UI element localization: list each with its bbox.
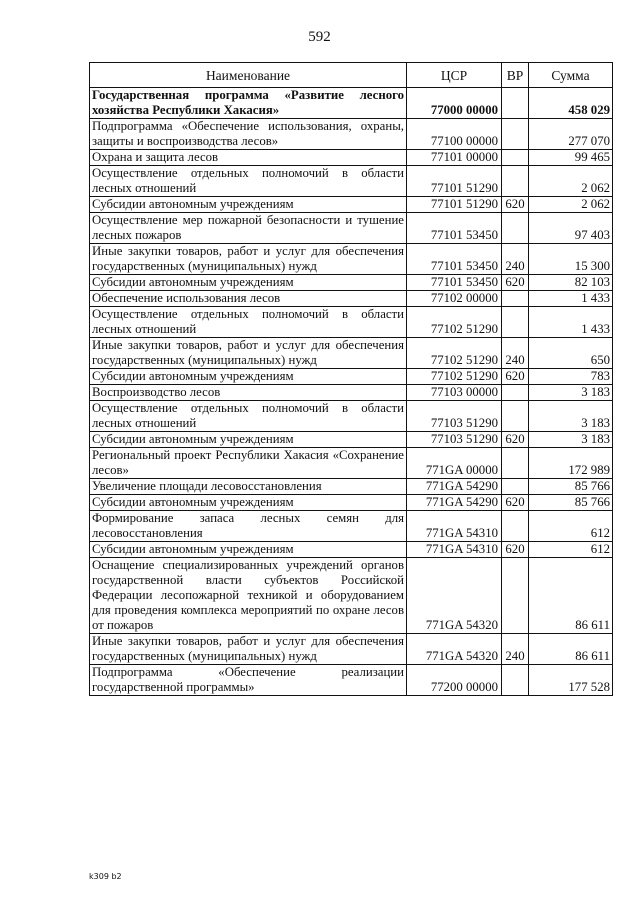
table-row (90, 665, 613, 696)
row-name: Иные закупки товаров, работ и услуг для обеспечения государственных (муниципальных) нужд (90, 634, 407, 665)
row-sum: 650 (529, 338, 613, 369)
row-name: Осуществление отдельных полномочий в области лесных отношений (90, 307, 407, 338)
row-name: Формирование запаса лесных семян для лесовосстановления (90, 511, 407, 542)
row-csr: 771GA 54320 (407, 634, 502, 665)
row-csr: 77102 51290 (407, 338, 502, 369)
row-csr: 77103 00000 (407, 385, 502, 401)
row-vr: 240 (502, 244, 529, 275)
table-row (90, 432, 613, 448)
footer-code: k309 b2 (89, 872, 122, 881)
row-sum: 277 070 (529, 119, 613, 150)
row-csr: 771GA 54290 (407, 479, 502, 495)
row-csr: 771GA 00000 (407, 448, 502, 479)
row-vr (502, 385, 529, 401)
row-name: Иные закупки товаров, работ и услуг для обеспечения государственных (муниципальных) нужд (90, 338, 407, 369)
table-row (90, 150, 613, 166)
row-vr (502, 291, 529, 307)
table-row (90, 291, 613, 307)
row-name: Субсидии автономным учреждениям (90, 495, 407, 511)
budget-table (89, 62, 613, 696)
table-row (90, 275, 613, 291)
header-csr: ЦСР (407, 63, 502, 88)
row-name: Субсидии автономным учреждениям (90, 275, 407, 291)
table-row (90, 307, 613, 338)
table-header-row (90, 63, 613, 88)
row-vr (502, 401, 529, 432)
row-vr (502, 150, 529, 166)
row-csr: 77200 00000 (407, 665, 502, 696)
row-sum: 85 766 (529, 495, 613, 511)
row-csr: 77101 00000 (407, 150, 502, 166)
row-csr: 771GA 54310 (407, 511, 502, 542)
table-row (90, 213, 613, 244)
row-csr: 77101 53450 (407, 275, 502, 291)
row-name: Субсидии автономным учреждениям (90, 197, 407, 213)
row-csr: 77100 00000 (407, 119, 502, 150)
table-row (90, 479, 613, 495)
row-name: Обеспечение использования лесов (90, 291, 407, 307)
table-row (90, 511, 613, 542)
row-name: Осуществление отдельных полномочий в области лесных отношений (90, 401, 407, 432)
row-name: Охрана и защита лесов (90, 150, 407, 166)
table-row (90, 401, 613, 432)
row-name: Государственная программа «Развитие лесного хозяйства Республики Хакасия» (90, 88, 407, 119)
row-name: Иные закупки товаров, работ и услуг для обеспечения государственных (муниципальных) нужд (90, 244, 407, 275)
table-row (90, 197, 613, 213)
table-row (90, 634, 613, 665)
row-csr: 77000 00000 (407, 88, 502, 119)
row-sum: 2 062 (529, 166, 613, 197)
row-sum: 458 029 (529, 88, 613, 119)
row-csr: 77101 53450 (407, 244, 502, 275)
row-vr (502, 213, 529, 244)
row-name: Осуществление мер пожарной безопасности и тушение лесных пожаров (90, 213, 407, 244)
table-row (90, 369, 613, 385)
row-name: Осуществление отдельных полномочий в области лесных отношений (90, 166, 407, 197)
row-sum: 99 465 (529, 150, 613, 166)
header-sum: Сумма (529, 63, 613, 88)
row-csr: 77101 51290 (407, 166, 502, 197)
row-sum: 3 183 (529, 385, 613, 401)
row-sum: 172 989 (529, 448, 613, 479)
row-csr: 77102 51290 (407, 307, 502, 338)
row-vr (502, 558, 529, 634)
row-sum: 15 300 (529, 244, 613, 275)
table-row (90, 542, 613, 558)
row-vr: 620 (502, 369, 529, 385)
table-row (90, 88, 613, 119)
row-name: Оснащение специализированных учреждений органов государственной власти субъектов Российской Федерации лесопожарной техникой и оборудованием для проведения комплекса мероприятий по охране лесов от пожаров (90, 558, 407, 634)
row-name: Воспроизводство лесов (90, 385, 407, 401)
row-sum: 612 (529, 542, 613, 558)
row-name: Увеличение площади лесовосстановления (90, 479, 407, 495)
row-csr: 77102 00000 (407, 291, 502, 307)
row-sum: 1 433 (529, 291, 613, 307)
header-name: Наименование (90, 63, 407, 88)
row-vr (502, 307, 529, 338)
row-sum: 177 528 (529, 665, 613, 696)
row-sum: 86 611 (529, 558, 613, 634)
table-row (90, 338, 613, 369)
table-row (90, 448, 613, 479)
row-csr: 77102 51290 (407, 369, 502, 385)
row-csr: 771GA 54310 (407, 542, 502, 558)
row-name: Региональный проект Республики Хакасия «Сохранение лесов» (90, 448, 407, 479)
row-vr: 620 (502, 542, 529, 558)
row-sum: 3 183 (529, 401, 613, 432)
row-csr: 771GA 54290 (407, 495, 502, 511)
row-csr: 77101 53450 (407, 213, 502, 244)
table-row (90, 119, 613, 150)
row-sum: 2 062 (529, 197, 613, 213)
table-row (90, 495, 613, 511)
row-name: Подпрограмма «Обеспечение использования, охраны, защиты и воспроизводства лесов» (90, 119, 407, 150)
row-vr: 620 (502, 197, 529, 213)
row-vr: 620 (502, 432, 529, 448)
row-sum: 783 (529, 369, 613, 385)
row-vr: 240 (502, 634, 529, 665)
row-name: Субсидии автономным учреждениям (90, 369, 407, 385)
row-sum: 86 611 (529, 634, 613, 665)
row-sum: 82 103 (529, 275, 613, 291)
row-vr: 620 (502, 275, 529, 291)
row-vr (502, 665, 529, 696)
row-sum: 612 (529, 511, 613, 542)
table-row (90, 244, 613, 275)
table-row (90, 558, 613, 634)
table-row (90, 166, 613, 197)
row-vr (502, 479, 529, 495)
row-name: Субсидии автономным учреждениям (90, 432, 407, 448)
row-sum: 85 766 (529, 479, 613, 495)
row-vr (502, 88, 529, 119)
row-csr: 77103 51290 (407, 432, 502, 448)
table-row (90, 385, 613, 401)
table-body (90, 88, 613, 696)
row-csr: 77103 51290 (407, 401, 502, 432)
row-vr (502, 448, 529, 479)
row-vr: 620 (502, 495, 529, 511)
row-sum: 1 433 (529, 307, 613, 338)
page-number: 592 (308, 29, 331, 45)
row-name: Субсидии автономным учреждениям (90, 542, 407, 558)
row-csr: 77101 51290 (407, 197, 502, 213)
header-vr: ВР (502, 63, 529, 88)
row-name: Подпрограмма «Обеспечение реализации государственной программы» (90, 665, 407, 696)
row-sum: 97 403 (529, 213, 613, 244)
row-vr (502, 166, 529, 197)
row-vr: 240 (502, 338, 529, 369)
row-vr (502, 511, 529, 542)
row-csr: 771GA 54320 (407, 558, 502, 634)
row-vr (502, 119, 529, 150)
row-sum: 3 183 (529, 432, 613, 448)
